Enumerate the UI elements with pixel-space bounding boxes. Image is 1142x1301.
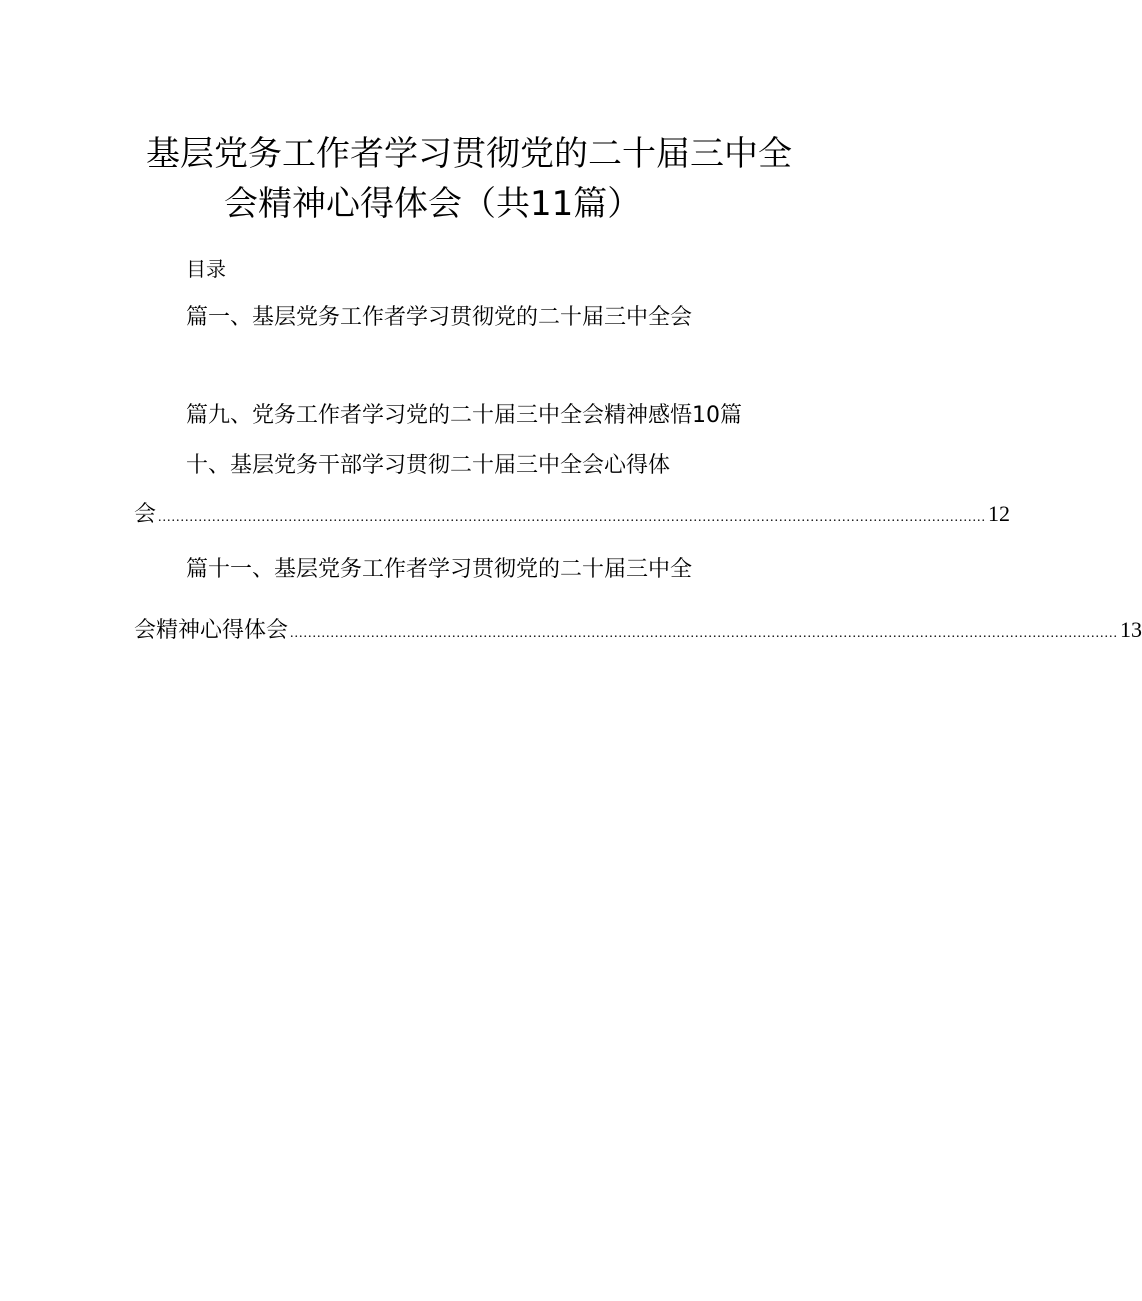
toc-heading: 目录 (186, 257, 226, 281)
toc-leader-dots: ........................................................................................................................................................................................ (290, 626, 1119, 641)
toc-entry-10-text: 会 (134, 502, 157, 527)
toc-entry-10-page: 12 (988, 501, 1011, 526)
toc-entry-11-line-1[interactable]: 篇十一、基层党务工作者学习贯彻党的二十届三中全 (186, 557, 693, 582)
toc-entry-11-page: 13 (1120, 617, 1142, 642)
toc-entry-11-line-2[interactable] (134, 616, 1142, 648)
document-title-line-2: 会精神心得体会（共11篇） (224, 184, 642, 224)
toc-entry-10-line-1[interactable]: 十、基层党务干部学习贯彻二十届三中全会心得体 (186, 453, 671, 478)
document-title-line-1: 基层党务工作者学习贯彻党的二十届三中全 (146, 134, 792, 174)
toc-entry-9[interactable]: 篇九、党务工作者学习党的二十届三中全会精神感悟10篇 (186, 403, 742, 428)
toc-entry-11-text: 会精神心得体会 (134, 618, 289, 643)
toc-entry-1[interactable]: 篇一、基层党务工作者学习贯彻党的二十届三中全会 (186, 305, 693, 330)
toc-entry-10-line-2[interactable] (134, 500, 1011, 532)
toc-leader-dots: ........................................................................................................................................................................................ (158, 510, 987, 525)
